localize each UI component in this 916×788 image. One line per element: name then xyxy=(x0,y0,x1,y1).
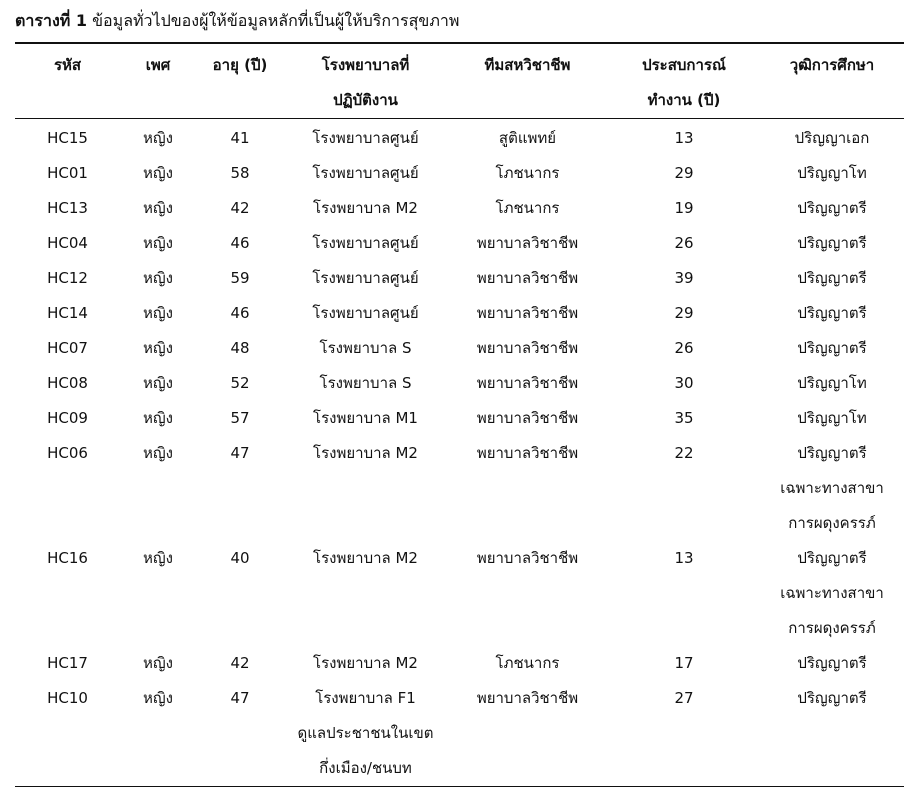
data-table xyxy=(15,42,904,787)
cell-experience: 26 xyxy=(674,339,694,357)
cell-age: 41 xyxy=(230,129,250,147)
table-row xyxy=(15,261,904,296)
cell-education xyxy=(760,471,904,646)
cell-age: 47 xyxy=(230,444,250,462)
cell-age: 46 xyxy=(230,234,250,252)
cell-education-line4: เฉพาะทางสาขา xyxy=(780,584,884,602)
header-team: ทีมสหวิชาชีพ xyxy=(484,56,571,74)
cell-hospital: โรงพยาบาล S xyxy=(319,339,412,357)
cell-education: ปริญญาตรี xyxy=(797,269,867,287)
table-row xyxy=(15,226,904,261)
cell-code: HC12 xyxy=(47,269,88,287)
table-row xyxy=(15,471,904,646)
header-code: รหัส xyxy=(53,56,82,74)
cell-code: HC13 xyxy=(47,199,88,217)
header-hospital xyxy=(284,43,447,119)
cell-hospital: โรงพยาบาลศูนย์ xyxy=(312,129,419,147)
cell-hospital-line3: กึ่งเมือง/ชนบท xyxy=(319,759,412,777)
header-experience-line1: ประสบการณ์ xyxy=(642,56,726,74)
cell-team: พยาบาลวิชาชีพ xyxy=(476,549,579,567)
table-header xyxy=(15,43,904,119)
cell-team: โภชนากร xyxy=(495,199,560,217)
cell-hospital: โรงพยาบาล M1 xyxy=(313,409,418,427)
cell-age: 40 xyxy=(230,549,250,567)
cell-education: ปริญญาโท xyxy=(797,409,867,427)
cell-code: HC09 xyxy=(47,409,88,427)
cell-education: ปริญญาเอก xyxy=(794,129,870,147)
cell-age: 42 xyxy=(230,199,250,217)
table-row xyxy=(15,119,904,157)
cell-education: ปริญญาตรี xyxy=(797,444,867,462)
cell-code: HC17 xyxy=(47,654,88,672)
cell-gender: หญิง xyxy=(143,549,173,567)
cell-experience: 39 xyxy=(674,269,694,287)
cell-gender: หญิง xyxy=(143,409,173,427)
cell-age: 42 xyxy=(230,654,250,672)
cell-gender: หญิง xyxy=(143,689,173,707)
cell-education-line5: การผดุงครรภ์ xyxy=(788,619,876,637)
header-experience-line2: ทำงาน (ปี) xyxy=(647,91,721,109)
header-age: อายุ (ปี) xyxy=(212,56,268,74)
cell-experience: 30 xyxy=(674,374,694,392)
cell-hospital: โรงพยาบาล M2 xyxy=(313,549,418,567)
cell-experience: 13 xyxy=(674,129,694,147)
cell-education-line3: ปริญญาตรี xyxy=(797,549,867,567)
header-hospital-line1: โรงพยาบาลที่ xyxy=(321,56,410,74)
cell-hospital: โรงพยาบาลศูนย์ xyxy=(312,269,419,287)
cell-code: HC14 xyxy=(47,304,88,322)
header-experience xyxy=(608,43,760,119)
table-caption xyxy=(15,8,459,34)
cell-experience: 22 xyxy=(674,444,694,462)
cell-education: ปริญญาโท xyxy=(797,164,867,182)
cell-team: โภชนากร xyxy=(495,164,560,182)
cell-age: 58 xyxy=(230,164,250,182)
table-row xyxy=(15,191,904,226)
cell-experience: 17 xyxy=(674,654,694,672)
cell-gender: หญิง xyxy=(143,129,173,147)
cell-age: 57 xyxy=(230,409,250,427)
cell-code: HC16 xyxy=(47,549,88,567)
cell-team: พยาบาลวิชาชีพ xyxy=(476,374,579,392)
cell-experience: 19 xyxy=(674,199,694,217)
cell-hospital: โรงพยาบาล M2 xyxy=(313,444,418,462)
table-row xyxy=(15,401,904,436)
cell-education-line2: การผดุงครรภ์ xyxy=(788,514,876,532)
cell-hospital: โรงพยาบาล M2 xyxy=(313,199,418,217)
cell-age: 46 xyxy=(230,304,250,322)
cell-team: พยาบาลวิชาชีพ xyxy=(476,304,579,322)
cell-gender: หญิง xyxy=(143,199,173,217)
cell-hospital: โรงพยาบาล S xyxy=(319,374,412,392)
cell-team: พยาบาลวิชาชีพ xyxy=(476,269,579,287)
cell-team: โภชนากร xyxy=(495,654,560,672)
table-row xyxy=(15,331,904,366)
cell-code: HC08 xyxy=(47,374,88,392)
cell-age: 48 xyxy=(230,339,250,357)
table-row xyxy=(15,646,904,681)
table-row xyxy=(15,156,904,191)
cell-age: 47 xyxy=(230,689,250,707)
cell-team: พยาบาลวิชาชีพ xyxy=(476,689,579,707)
cell-gender: หญิง xyxy=(143,444,173,462)
cell-hospital: โรงพยาบาล M2 xyxy=(313,654,418,672)
cell-education: ปริญญาตรี xyxy=(797,234,867,252)
header-row xyxy=(15,43,904,119)
cell-education: ปริญญาโท xyxy=(797,374,867,392)
cell-code: HC04 xyxy=(47,234,88,252)
cell-team: พยาบาลวิชาชีพ xyxy=(476,409,579,427)
cell-hospital: โรงพยาบาลศูนย์ xyxy=(312,164,419,182)
cell-team: พยาบาลวิชาชีพ xyxy=(476,444,579,462)
cell-experience: 26 xyxy=(674,234,694,252)
cell-code: HC01 xyxy=(47,164,88,182)
cell-hospital xyxy=(284,681,447,787)
cell-hospital-line2: ดูแลประชาชนในเขต xyxy=(297,724,434,742)
table-row xyxy=(15,681,904,787)
header-gender: เพศ xyxy=(145,56,171,74)
cell-hospital: โรงพยาบาลศูนย์ xyxy=(312,304,419,322)
table-row xyxy=(15,436,904,471)
header-education: วุฒิการศึกษา xyxy=(789,56,875,74)
cell-hospital-line1: โรงพยาบาล F1 xyxy=(315,689,416,707)
cell-age: 52 xyxy=(230,374,250,392)
cell-team: พยาบาลวิชาชีพ xyxy=(476,339,579,357)
cell-gender: หญิง xyxy=(143,269,173,287)
cell-experience: 29 xyxy=(674,304,694,322)
cell-education: ปริญญาตรี xyxy=(797,199,867,217)
cell-education: ปริญญาตรี xyxy=(797,689,867,707)
cell-code: HC06 xyxy=(47,444,88,462)
cell-experience: 35 xyxy=(674,409,694,427)
cell-team: สูติแพทย์ xyxy=(498,129,557,147)
cell-code: HC15 xyxy=(47,129,88,147)
cell-gender: หญิง xyxy=(143,654,173,672)
table-title: ข้อมูลทั่วไปของผู้ให้ข้อมูลหลักที่เป็นผู้ให้บริการสุขภาพ xyxy=(87,11,460,30)
cell-education: ปริญญาตรี xyxy=(797,654,867,672)
cell-experience: 13 xyxy=(674,549,694,567)
table-row xyxy=(15,296,904,331)
cell-education-line1: เฉพาะทางสาขา xyxy=(780,479,884,497)
cell-gender: หญิง xyxy=(143,374,173,392)
cell-experience: 29 xyxy=(674,164,694,182)
cell-education: ปริญญาตรี xyxy=(797,304,867,322)
cell-experience: 27 xyxy=(674,689,694,707)
cell-code: HC07 xyxy=(47,339,88,357)
cell-education: ปริญญาตรี xyxy=(797,339,867,357)
cell-hospital: โรงพยาบาลศูนย์ xyxy=(312,234,419,252)
cell-code: HC10 xyxy=(47,689,88,707)
cell-gender: หญิง xyxy=(143,304,173,322)
cell-gender: หญิง xyxy=(143,164,173,182)
cell-gender: หญิง xyxy=(143,339,173,357)
cell-gender: หญิง xyxy=(143,234,173,252)
cell-team: พยาบาลวิชาชีพ xyxy=(476,234,579,252)
table-number: ตารางที่ 1 xyxy=(15,11,88,30)
header-hospital-line2: ปฏิบัติงาน xyxy=(333,91,398,109)
cell-age: 59 xyxy=(230,269,250,287)
table-body xyxy=(15,119,904,787)
table-row xyxy=(15,366,904,401)
